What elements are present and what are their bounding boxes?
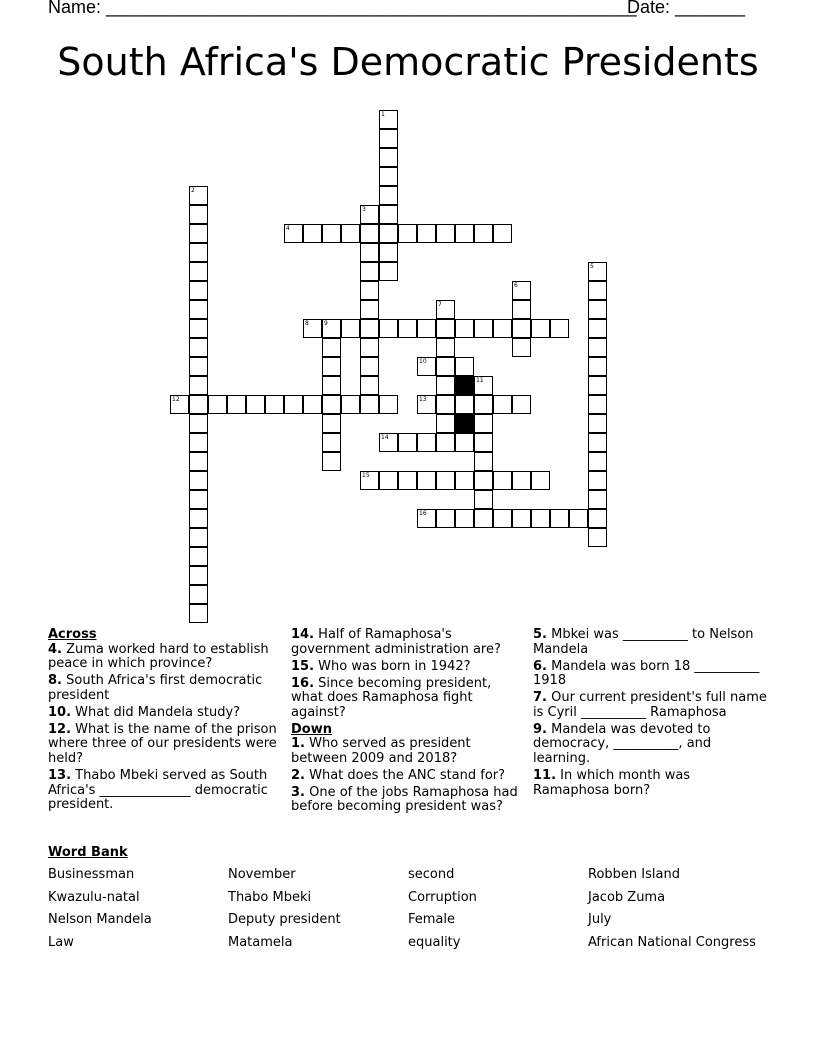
crossword-cell[interactable] bbox=[379, 129, 398, 148]
crossword-cell[interactable] bbox=[189, 395, 208, 414]
crossword-cell[interactable] bbox=[588, 357, 607, 376]
clue-down-1: 1. Who served as president between 2009 and 2018? bbox=[291, 736, 471, 766]
crossword-cell[interactable] bbox=[474, 490, 493, 509]
clue-down-7: 7. Our current president's full name is Cyril __________ Ramaphosa bbox=[533, 690, 767, 720]
crossword-cell[interactable] bbox=[189, 243, 208, 262]
word-bank-word: July bbox=[588, 912, 612, 927]
word-bank-word: African National Congress bbox=[588, 935, 756, 950]
crossword-cell[interactable] bbox=[227, 395, 246, 414]
crossword-cell[interactable] bbox=[189, 357, 208, 376]
crossword-cell[interactable] bbox=[417, 395, 436, 414]
crossword-cell[interactable] bbox=[474, 433, 493, 452]
crossword-cell[interactable] bbox=[189, 433, 208, 452]
crossword-cell[interactable] bbox=[379, 262, 398, 281]
crossword-cell[interactable] bbox=[322, 338, 341, 357]
crossword-cell[interactable] bbox=[379, 243, 398, 262]
clue-across-16: 16. Since becoming president, what does Ramaphosa fight against? bbox=[291, 675, 492, 720]
crossword-cell[interactable] bbox=[569, 509, 588, 528]
across-heading: Across bbox=[48, 627, 97, 642]
name-field-label: Name: _____________________________________________________ bbox=[48, 0, 637, 17]
clue-number: 8 bbox=[305, 320, 309, 327]
crossword-cell[interactable] bbox=[588, 376, 607, 395]
crossword-cell[interactable] bbox=[512, 509, 531, 528]
crossword-cell[interactable] bbox=[208, 395, 227, 414]
crossword-cell[interactable] bbox=[588, 414, 607, 433]
clue-number: 6 bbox=[514, 282, 518, 289]
crossword-cell[interactable] bbox=[379, 395, 398, 414]
crossword-cell[interactable] bbox=[379, 319, 398, 338]
crossword-cell[interactable] bbox=[436, 357, 455, 376]
crossword-cell[interactable] bbox=[455, 433, 474, 452]
crossword-cell[interactable] bbox=[189, 186, 208, 205]
clue-across-13: 13. Thabo Mbeki served as South Africa's ______________ democratic president. bbox=[48, 767, 268, 813]
crossword-cell[interactable] bbox=[474, 452, 493, 471]
crossword-cell[interactable] bbox=[455, 357, 474, 376]
clue-number: 12 bbox=[172, 396, 180, 403]
clue-across-8: 8. South Africa's first democratic president bbox=[48, 673, 263, 703]
clue-number: 15 bbox=[362, 472, 370, 479]
crossword-cell[interactable] bbox=[550, 509, 569, 528]
crossword-cell[interactable] bbox=[531, 509, 550, 528]
crossword-cell[interactable] bbox=[417, 509, 436, 528]
crossword-cell[interactable] bbox=[360, 300, 379, 319]
word-bank-word: Matamela bbox=[228, 935, 293, 950]
crossword-cell[interactable] bbox=[588, 262, 607, 281]
crossword-cell[interactable] bbox=[474, 224, 493, 243]
clues-column-2 bbox=[291, 628, 527, 817]
crossword-cell[interactable] bbox=[398, 319, 417, 338]
crossword-cell[interactable] bbox=[474, 471, 493, 490]
crossword-cell[interactable] bbox=[493, 319, 512, 338]
crossword-cell[interactable] bbox=[322, 357, 341, 376]
crossword-cell[interactable] bbox=[379, 148, 398, 167]
crossword-cell[interactable] bbox=[189, 452, 208, 471]
crossword-cell[interactable] bbox=[379, 224, 398, 243]
crossword-cell[interactable] bbox=[303, 319, 322, 338]
clue-number: 14 bbox=[381, 434, 389, 441]
clue-number: 9 bbox=[324, 320, 328, 327]
clue-number: 10 bbox=[419, 358, 427, 365]
crossword-cell[interactable] bbox=[436, 224, 455, 243]
crossword-cell[interactable] bbox=[588, 395, 607, 414]
crossword-cell[interactable] bbox=[474, 376, 493, 395]
crossword-cell[interactable] bbox=[455, 319, 474, 338]
clue-across-4: 4. Zuma worked hard to establish peace in which province? bbox=[48, 641, 269, 672]
crossword-cell[interactable] bbox=[588, 433, 607, 452]
crossword-cell[interactable] bbox=[417, 357, 436, 376]
crossword-cell[interactable] bbox=[189, 471, 208, 490]
word-bank-title: Word Bank bbox=[48, 845, 128, 860]
crossword-cell[interactable] bbox=[360, 205, 379, 224]
crossword-cell[interactable] bbox=[322, 319, 341, 338]
clue-down-6: 6. Mandela was born 18 __________ 1918 bbox=[533, 658, 760, 689]
clue-across-12: 12. What is the name of the prison where three of our presidents were held? bbox=[48, 721, 277, 766]
clue-number: 4 bbox=[286, 225, 290, 232]
crossword-cell[interactable] bbox=[360, 357, 379, 376]
crossword-cell[interactable] bbox=[512, 281, 531, 300]
word-bank-word: Corruption bbox=[408, 890, 477, 905]
crossword-cell[interactable] bbox=[512, 319, 531, 338]
clue-number: 16 bbox=[419, 510, 427, 517]
crossword-cell[interactable] bbox=[474, 319, 493, 338]
crossword-cell[interactable] bbox=[322, 433, 341, 452]
crossword-cell[interactable] bbox=[189, 604, 208, 623]
crossword-cell[interactable] bbox=[398, 433, 417, 452]
crossword-cell[interactable] bbox=[379, 167, 398, 186]
crossword-cell[interactable] bbox=[189, 300, 208, 319]
crossword-cell[interactable] bbox=[341, 395, 360, 414]
crossword-cell[interactable] bbox=[493, 509, 512, 528]
crossword-cell[interactable] bbox=[398, 224, 417, 243]
crossword-cell[interactable] bbox=[189, 376, 208, 395]
clue-number: 11 bbox=[476, 377, 484, 384]
crossword-cell[interactable] bbox=[379, 471, 398, 490]
word-bank-word: Nelson Mandela bbox=[48, 912, 152, 927]
clue-number: 1 bbox=[381, 111, 385, 118]
crossword-cell[interactable] bbox=[189, 224, 208, 243]
crossword-cell[interactable] bbox=[512, 300, 531, 319]
crossword-cell[interactable] bbox=[189, 319, 208, 338]
crossword-cell[interactable] bbox=[588, 319, 607, 338]
crossword-cell[interactable] bbox=[493, 471, 512, 490]
crossword-cell[interactable] bbox=[417, 224, 436, 243]
clue-down-9: 9. Mandela was devoted to democracy, __________, and learning. bbox=[533, 721, 712, 766]
crossword-cell[interactable] bbox=[360, 376, 379, 395]
crossword-cell[interactable] bbox=[588, 490, 607, 509]
crossword-cell[interactable] bbox=[474, 395, 493, 414]
clues-column-3 bbox=[533, 628, 769, 800]
crossword-block-cell bbox=[455, 376, 474, 395]
clue-number: 2 bbox=[191, 187, 195, 194]
clue-number: 3 bbox=[362, 206, 366, 213]
crossword-cell[interactable] bbox=[189, 566, 208, 585]
crossword-cell[interactable] bbox=[493, 224, 512, 243]
crossword-cell[interactable] bbox=[360, 319, 379, 338]
crossword-cell[interactable] bbox=[189, 509, 208, 528]
crossword-cell[interactable] bbox=[322, 452, 341, 471]
crossword-cell[interactable] bbox=[360, 338, 379, 357]
crossword-cell[interactable] bbox=[322, 376, 341, 395]
crossword-cell[interactable] bbox=[360, 224, 379, 243]
crossword-cell[interactable] bbox=[246, 395, 265, 414]
crossword-cell[interactable] bbox=[360, 471, 379, 490]
crossword-cell[interactable] bbox=[512, 395, 531, 414]
crossword-cell[interactable] bbox=[531, 471, 550, 490]
crossword-cell[interactable] bbox=[189, 281, 208, 300]
crossword-cell[interactable] bbox=[436, 509, 455, 528]
crossword-cell[interactable] bbox=[512, 471, 531, 490]
down-heading: Down bbox=[291, 721, 332, 737]
crossword-cell[interactable] bbox=[284, 224, 303, 243]
word-bank-word: Robben Island bbox=[588, 867, 680, 882]
crossword-cell[interactable] bbox=[341, 224, 360, 243]
clue-across-15: 15. Who was born in 1942? bbox=[291, 658, 471, 674]
word-bank-word: November bbox=[228, 867, 296, 882]
crossword-cell[interactable] bbox=[588, 509, 607, 528]
crossword-cell[interactable] bbox=[189, 528, 208, 547]
clue-number: 7 bbox=[438, 301, 442, 308]
crossword-cell[interactable] bbox=[284, 395, 303, 414]
clue-number: 13 bbox=[419, 396, 427, 403]
word-bank-word: Businessman bbox=[48, 867, 135, 882]
crossword-cell[interactable] bbox=[303, 224, 322, 243]
crossword-cell[interactable] bbox=[265, 395, 284, 414]
crossword-cell[interactable] bbox=[189, 414, 208, 433]
crossword-cell[interactable] bbox=[322, 414, 341, 433]
crossword-cell[interactable] bbox=[322, 395, 341, 414]
clue-down-11: 11. In which month was Ramaphosa born? bbox=[533, 767, 691, 798]
crossword-cell[interactable] bbox=[588, 300, 607, 319]
crossword-cell[interactable] bbox=[379, 205, 398, 224]
clue-number: 5 bbox=[590, 263, 594, 270]
crossword-cell[interactable] bbox=[474, 509, 493, 528]
crossword-cell[interactable] bbox=[417, 319, 436, 338]
crossword-cell[interactable] bbox=[436, 433, 455, 452]
crossword-cell[interactable] bbox=[360, 262, 379, 281]
crossword-cell[interactable] bbox=[303, 395, 322, 414]
crossword-cell[interactable] bbox=[436, 471, 455, 490]
crossword-cell[interactable] bbox=[436, 319, 455, 338]
crossword-cell[interactable] bbox=[189, 338, 208, 357]
crossword-cell[interactable] bbox=[436, 338, 455, 357]
crossword-cell[interactable] bbox=[322, 224, 341, 243]
crossword-cell[interactable] bbox=[189, 585, 208, 604]
crossword-cell[interactable] bbox=[379, 186, 398, 205]
clue-down-3: 3. One of the jobs Ramaphosa had before becoming president was? bbox=[291, 784, 518, 815]
crossword-cell[interactable] bbox=[588, 528, 607, 547]
word-bank-word: second bbox=[408, 867, 455, 882]
crossword-cell[interactable] bbox=[189, 490, 208, 509]
crossword-cell[interactable] bbox=[550, 319, 569, 338]
crossword-block-cell bbox=[455, 414, 474, 433]
crossword-cell[interactable] bbox=[360, 395, 379, 414]
word-bank-word: Jacob Zuma bbox=[588, 890, 666, 905]
crossword-cell[interactable] bbox=[455, 471, 474, 490]
date-field-label: Date: _______ bbox=[627, 0, 746, 17]
crossword-cell[interactable] bbox=[379, 433, 398, 452]
crossword-cell[interactable] bbox=[588, 471, 607, 490]
crossword-cell[interactable] bbox=[531, 319, 550, 338]
crossword-cell[interactable] bbox=[493, 395, 512, 414]
crossword-cell[interactable] bbox=[436, 376, 455, 395]
clue-across-10: 10. What did Mandela study? bbox=[48, 704, 241, 720]
crossword-cell[interactable] bbox=[512, 338, 531, 357]
crossword-cell[interactable] bbox=[455, 395, 474, 414]
crossword-cell[interactable] bbox=[455, 509, 474, 528]
clue-down-2: 2. What does the ANC stand for? bbox=[291, 767, 506, 783]
crossword-cell[interactable] bbox=[588, 452, 607, 471]
crossword-cell[interactable] bbox=[588, 281, 607, 300]
crossword-cell[interactable] bbox=[341, 319, 360, 338]
word-bank-word: Deputy president bbox=[228, 912, 341, 927]
clue-across-14: 14. Half of Ramaphosa's government administration are? bbox=[291, 627, 501, 657]
crossword-cell[interactable] bbox=[189, 205, 208, 224]
crossword-cell[interactable] bbox=[189, 547, 208, 566]
crossword-cell[interactable] bbox=[398, 471, 417, 490]
word-bank-word: Law bbox=[48, 935, 74, 950]
clues-column-1 bbox=[48, 628, 284, 815]
crossword-cell[interactable] bbox=[436, 300, 455, 319]
crossword-cell[interactable] bbox=[436, 414, 455, 433]
word-bank-word: Kwazulu-natal bbox=[48, 890, 140, 905]
crossword-cell[interactable] bbox=[417, 433, 436, 452]
crossword-cell[interactable] bbox=[360, 243, 379, 262]
crossword-cell[interactable] bbox=[170, 395, 189, 414]
page-title: South Africa's Democratic Presidents bbox=[57, 40, 759, 84]
crossword-cell[interactable] bbox=[455, 224, 474, 243]
word-bank-word: equality bbox=[408, 935, 461, 950]
word-bank-word: Thabo Mbeki bbox=[228, 890, 312, 905]
crossword-cell[interactable] bbox=[436, 395, 455, 414]
crossword-cell[interactable] bbox=[189, 262, 208, 281]
crossword-cell[interactable] bbox=[588, 338, 607, 357]
crossword-cell[interactable] bbox=[474, 414, 493, 433]
crossword-cell[interactable] bbox=[379, 110, 398, 129]
crossword-cell[interactable] bbox=[360, 281, 379, 300]
clue-down-5: 5. Mbkei was __________ to Nelson Mandela bbox=[533, 627, 754, 657]
word-bank-word: Female bbox=[408, 912, 456, 927]
crossword-cell[interactable] bbox=[417, 471, 436, 490]
